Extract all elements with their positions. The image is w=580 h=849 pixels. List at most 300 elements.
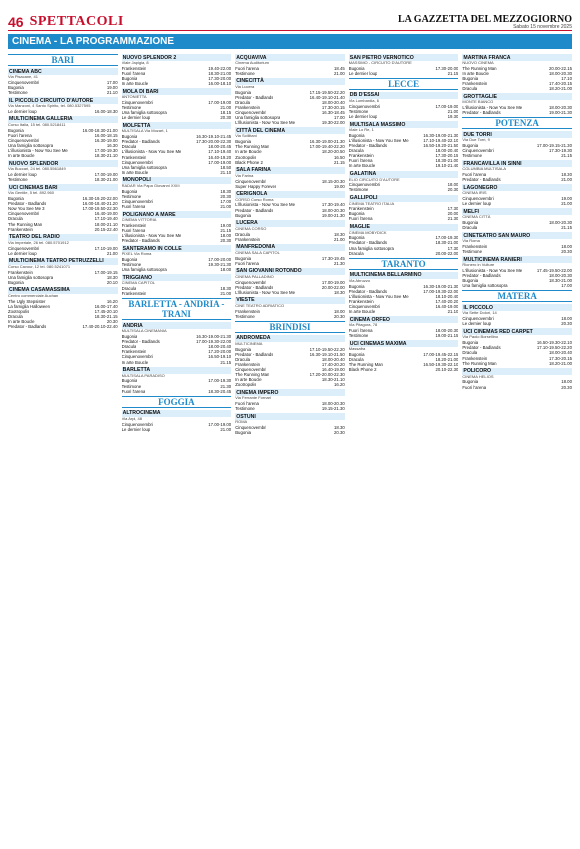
cinema-name: SANTERAMO IN COLLE xyxy=(122,245,232,252)
cinema-address: CINEMA IRIS xyxy=(462,190,487,196)
showtimes: 16.30-18.45 xyxy=(321,110,345,116)
cinema-address: CINEMA MOBYDICK xyxy=(348,229,387,235)
listing-column xyxy=(122,52,232,833)
film-title: Predator - Badlands xyxy=(8,324,47,330)
film-title: Frankenstein xyxy=(235,308,261,314)
showtimes: 18.30 xyxy=(334,289,345,295)
cinema-name: CINEMA CASAMASSIMA xyxy=(8,287,118,294)
film-title: L'illusionista - Now You See Me xyxy=(235,120,296,126)
showtime-row xyxy=(349,216,459,221)
cinema-name: SALA FARINA xyxy=(235,167,345,174)
film-title: Bugonia xyxy=(121,75,138,81)
showtimes: 17.00-19.15-21.30 xyxy=(536,143,572,149)
showtimes: 16.00-18.10 xyxy=(208,81,232,87)
film-title: Una famiglia sottosopra xyxy=(462,283,508,289)
cinema-name: DUE TORRI xyxy=(462,131,572,138)
film-title: Una famiglia sottosopra xyxy=(121,267,167,273)
cinema-name: POLICORO xyxy=(462,368,572,375)
showtimes: 18.00 xyxy=(561,379,572,385)
film-title: Cinquenovembri xyxy=(235,425,267,431)
film-title: Testimone xyxy=(235,70,255,76)
showtimes: 21.15 xyxy=(561,153,572,159)
cinema-address: PIXEL Via Roma xyxy=(121,251,152,257)
showtimes: 18.20-21.00 xyxy=(435,356,459,362)
cinema-address: Viale Lo Re, 1 xyxy=(348,127,374,133)
film-title: Cinquenovembri xyxy=(121,198,153,204)
film-title: Cinquenovembri xyxy=(8,211,40,217)
showtimes: 17.00 xyxy=(334,115,345,121)
film-title: Dracula xyxy=(121,344,137,350)
cinema-address: MASSIMO - CIRCUITO D'AUTORE xyxy=(348,60,412,65)
film-title: Cinquenovembri xyxy=(348,303,381,309)
showtime-row xyxy=(8,109,118,114)
showtimes: 17.00-19.40-22.20 xyxy=(309,144,345,150)
showtimes: 18.00-20.45 xyxy=(208,144,232,150)
showtimes: 17.00-19.30-22.00 xyxy=(196,339,232,345)
film-title: Una famiglia sottosopra xyxy=(8,143,54,149)
cinema-name: DB D'ESSAI xyxy=(349,92,459,99)
film-title: Bugonia xyxy=(8,127,24,133)
cinema-address: Corso Cavour, 12 tel. 080.5241071 xyxy=(8,263,71,269)
showtimes: 18.20-20.50 xyxy=(321,149,345,155)
cinema-name: CINEMA ABC xyxy=(8,68,118,75)
cinema-name: MOLA DI BARI xyxy=(122,88,232,95)
cinema-address: Via Lucera xyxy=(235,83,255,89)
film-title: L'illusionista - Now You See Me xyxy=(348,137,409,143)
showtimes: 16.00-18.15 xyxy=(94,132,118,138)
cinema-name: NUOVO SPLENDOR xyxy=(8,160,118,167)
city-heading: BRINDISI xyxy=(235,321,345,333)
showtimes: 16.50 xyxy=(334,154,345,160)
city-heading: BARLETTA - ANDRIA - TRANI xyxy=(122,298,232,320)
film-title: Fuori l'arena xyxy=(121,203,146,209)
showtimes: 16.30-19.10-21.45 xyxy=(196,134,232,140)
cinema-address: Corso Italia, 15 tel. 080.5218411 xyxy=(8,121,66,127)
film-title: Bugonia xyxy=(348,283,365,289)
showtimes: 18.30-21.00 xyxy=(208,70,232,76)
film-title: Le dernier loup xyxy=(8,172,37,178)
cinema-name: GALLIPOLI xyxy=(349,195,459,202)
showtimes: 21.00 xyxy=(334,236,345,242)
showtime-row xyxy=(122,389,232,394)
showtime-row xyxy=(122,81,232,86)
film-title: Le dernier loup xyxy=(348,70,378,76)
film-title: Frankenstein xyxy=(348,298,374,304)
showtimes: 19.00-21.30 xyxy=(549,110,572,116)
showtime-row xyxy=(122,115,232,120)
cinema-name: UCI CINEMAS RED CARPET xyxy=(462,328,572,335)
film-title: Testimone xyxy=(462,249,482,255)
showtime-row xyxy=(235,314,345,319)
cinema-name: LUCERA xyxy=(235,220,345,227)
listing-column xyxy=(8,52,118,833)
showtimes: 17.00-19.00 xyxy=(321,279,345,285)
cinema-address: CINEMA CAPITOL xyxy=(121,280,156,286)
film-title: In arte Boucle xyxy=(121,169,149,175)
film-title: Cinquenovembri xyxy=(235,366,267,372)
showtimes: 17.00-20.00 xyxy=(208,257,232,263)
film-title: Testimone xyxy=(121,105,142,111)
showtimes: 21.15 xyxy=(220,227,232,233)
showtimes: 20.00-22.15 xyxy=(549,65,572,71)
showtimes: 20.30 xyxy=(561,384,572,390)
showtimes: 16.00-17.40 xyxy=(94,303,118,309)
showtimes: 18.30-21.00 xyxy=(94,177,118,183)
showtimes: 19.00-21.30 xyxy=(321,212,345,218)
showtimes: 19.00 xyxy=(220,222,232,228)
showtimes: 17.00 xyxy=(106,79,118,85)
cinema-name: MULTICINEMA BELLARMINO xyxy=(349,272,459,279)
film-title: Dracula xyxy=(8,313,23,319)
film-title: L'illusionista - Now You See Me xyxy=(348,293,409,299)
showtimes: 16.40-19.00 xyxy=(435,303,459,309)
showtimes: 18.30-21.00 xyxy=(549,278,572,284)
showtimes: 17.10-19.50-22.20 xyxy=(536,345,572,351)
showtimes: 18.00-20.30 xyxy=(435,327,459,333)
showtime-row xyxy=(349,114,459,119)
showtime-row xyxy=(122,291,232,296)
cinema-address: CORSO Corso Roma xyxy=(235,196,274,202)
film-title: Cinquenovembri xyxy=(235,178,267,184)
film-title: Bugonia xyxy=(462,278,479,284)
showtimes: 16.30-19.00-21.30 xyxy=(309,139,345,145)
film-title: Predator - Badlands xyxy=(121,238,160,244)
showtimes: 18.00-21.10 xyxy=(94,221,118,227)
cinema-name: MONOPOLI xyxy=(122,177,232,184)
film-title: Frankenstein xyxy=(235,105,261,111)
cinema-name: ACQUAVIVA xyxy=(235,54,345,61)
film-title: Zootropolis xyxy=(8,308,30,314)
showtime-row xyxy=(122,238,232,243)
film-title: Predator - Badlands xyxy=(462,345,501,351)
film-title: Predator - Badlands xyxy=(462,110,501,116)
showtime-row xyxy=(462,86,572,91)
cinema-name: MULTISALA MASSIMO xyxy=(349,121,459,128)
showtimes: 21.00 xyxy=(220,426,232,432)
showtimes: 21.30 xyxy=(220,383,232,389)
film-title: L'illusionista - Now You See Me xyxy=(235,289,296,295)
film-title: Bugonia xyxy=(235,139,251,145)
showtimes: 19.00 xyxy=(334,183,345,189)
showtimes: 16.00-18.30 xyxy=(94,108,118,114)
film-title: Le dernier loup xyxy=(8,108,37,114)
city-heading: MATERA xyxy=(462,290,572,302)
film-title: L'illusionista - Now You See Me xyxy=(462,268,523,274)
cinema-name: OSTUNI xyxy=(235,413,345,420)
film-title: Predator - Badlands xyxy=(348,240,387,246)
city-heading: POTENZA xyxy=(462,117,572,129)
film-title: Bugonia xyxy=(462,379,479,385)
showtimes: 19.00 xyxy=(106,84,118,90)
showtime-row xyxy=(122,427,232,432)
film-title: Fuori l'arena xyxy=(121,388,146,394)
showtimes: 20.30 xyxy=(220,238,232,244)
film-title: Fuori l'arena xyxy=(348,327,373,333)
film-title: The Running Man xyxy=(462,65,497,71)
showtimes: 17.30-20.15 xyxy=(549,355,572,361)
showtimes: 18.30 xyxy=(106,274,118,280)
film-title: Frankenstein xyxy=(462,81,488,87)
film-title: Cinquenovembri xyxy=(348,182,381,188)
showtime-row xyxy=(349,187,459,192)
showtimes: 19.40-22.00 xyxy=(208,65,232,71)
film-title: Bugonia xyxy=(121,188,138,194)
film-title: Dracula xyxy=(121,286,137,292)
cinema-name: CINETEATRO SAN MAURO xyxy=(462,232,572,239)
showtimes: 18.00 xyxy=(334,308,345,314)
showtimes: 21.15 xyxy=(220,359,232,365)
showtimes: 17.10-19.40 xyxy=(94,216,118,222)
showtimes: 18.00-20.30 xyxy=(549,105,572,111)
film-title: Bugonia xyxy=(121,134,138,140)
cinema-address: CINEMA SALA CAPITOL xyxy=(235,249,280,255)
film-title: Dracula xyxy=(462,350,478,356)
showtime-row xyxy=(8,251,118,256)
film-title: Bugonia xyxy=(462,340,479,346)
city-heading: TARANTO xyxy=(349,258,459,270)
showtimes: 21.00 xyxy=(220,291,232,297)
page-number: 46 xyxy=(8,14,24,30)
showtimes: 18.00-20.40 xyxy=(321,356,345,362)
cinema-address: MULTISALA CINEMANIA xyxy=(121,328,167,334)
cinema-address: ELIO CIRCUITO D'AUTORE xyxy=(348,176,400,182)
film-title: Dracula xyxy=(235,231,250,237)
cinema-address: Via Sette Dolori, 14 xyxy=(462,310,497,316)
cinema-name: SAN PIETRO VERNOTICO xyxy=(349,54,459,61)
section-title: SPETTACOLI xyxy=(29,14,124,29)
showtime-row xyxy=(462,283,572,288)
showtimes: 18.30-21.10 xyxy=(321,377,345,383)
showtimes: 18.30-21.15 xyxy=(94,313,118,319)
film-title: Fuori l'arena xyxy=(121,70,146,76)
film-title: Bugonia xyxy=(462,143,479,149)
cinema-name: CINEMA IMPERO xyxy=(235,389,345,396)
showtimes: 17.30-19.30 xyxy=(549,148,572,154)
showtime-row xyxy=(8,227,118,232)
film-title: In arte Boucle xyxy=(235,149,262,155)
showtimes: 19.00 xyxy=(561,196,572,202)
showtimes: 18.10-20.40 xyxy=(435,293,459,299)
showtime-row xyxy=(462,361,572,366)
film-title: Cinquenovembri xyxy=(8,79,40,85)
showtimes: 16.50-19.30-22.10 xyxy=(536,340,572,346)
film-title: Fuori l'arena xyxy=(348,216,373,222)
showtimes: 18.15 xyxy=(220,110,232,116)
showtimes: 18.30 xyxy=(334,425,345,431)
cinema-name: FRANCAVILLA IN SINNI xyxy=(462,160,572,167)
showtimes: 20.15-22.40 xyxy=(94,226,118,232)
showtimes: 18.20-21.00 xyxy=(549,360,572,366)
showtimes: 18.15-20.30 xyxy=(321,178,345,184)
showtimes: 17.10-19.50-22.20 xyxy=(309,346,345,352)
showtime-row xyxy=(8,177,118,182)
cinema-name: MULTICINEMA RANIERI xyxy=(462,256,572,263)
film-title: Cinquenovembri xyxy=(8,245,40,251)
film-title: In arte Boucle xyxy=(348,163,376,169)
cinema-address: Via Ferrante Fornari xyxy=(235,395,271,401)
showtime-row xyxy=(462,153,572,158)
film-title: L'illusionista - Now You See Me xyxy=(121,149,182,155)
cinema-address: Viale Japigia, 8 xyxy=(121,60,149,65)
cinema-address: Via Imperiale, 26 tel. 080.5701912 xyxy=(8,239,69,245)
showtimes: 18.00-20.30 xyxy=(549,220,572,226)
showtimes: 17.00-19.30 xyxy=(208,378,232,384)
film-title: In arte Boucle xyxy=(8,153,35,159)
cinema-address: Rionero in Vulture xyxy=(462,262,495,268)
showtime-row xyxy=(235,382,345,387)
showtimes: 18.00-20.40 xyxy=(549,350,572,356)
showtimes: 16.20 xyxy=(334,382,345,388)
showtime-row xyxy=(349,251,459,256)
cinema-name: MULTICINEMA GALLERIA xyxy=(8,116,118,123)
showtime-row xyxy=(122,204,232,209)
cinema-name: CINECITTÀ xyxy=(235,78,345,85)
film-title: Frankenstein xyxy=(121,154,147,160)
film-title: Bugonia xyxy=(8,196,24,202)
showtimes: 17.00-19.15 xyxy=(94,269,118,275)
cinema-address: Via Scillitani xyxy=(235,133,257,139)
showtimes: 20.30 xyxy=(561,321,572,327)
film-title: Frankenstein xyxy=(121,65,147,71)
showtimes: 18.30 xyxy=(561,172,572,178)
film-title: Testimone xyxy=(348,187,369,193)
listing-columns xyxy=(8,52,572,833)
showtimes: 18.00-20.30 xyxy=(549,273,572,279)
city-heading: FOGGIA xyxy=(122,396,232,408)
film-title: Predator - Badlands xyxy=(235,351,274,357)
showtimes: 17.45-20.10 xyxy=(94,308,118,314)
film-title: Frankenstein xyxy=(348,153,374,159)
cinema-name: BARLETTA xyxy=(122,367,232,374)
cinema-name: LAGONEGRO xyxy=(462,184,572,191)
showtimes: 20.30 xyxy=(447,187,459,193)
film-title: La famiglia Halloween xyxy=(8,303,51,309)
film-title: Predator - Badlands xyxy=(235,94,274,100)
showtimes: 17.10-19.40 xyxy=(208,149,232,155)
showtimes: 18.00-20.40 xyxy=(208,344,232,350)
cinema-address: RADAR Via Papa Giovanni XXIII xyxy=(121,182,180,188)
showtimes: 18.20-21.00 xyxy=(549,86,572,92)
film-title: Bugonia xyxy=(121,378,138,384)
cinema-name: MOLFETTA xyxy=(122,122,232,129)
cinema-address: Via Pisacane, 41 xyxy=(8,74,38,79)
film-title: Frankenstein xyxy=(8,269,33,275)
film-title: Bugonia xyxy=(121,257,138,263)
showtime-row xyxy=(235,290,345,295)
listing-banner: CINEMA - LA PROGRAMMAZIONE xyxy=(8,34,572,49)
cinema-address: Via Due Torri, 9 xyxy=(462,137,490,143)
showtimes: 17.00-19.30 xyxy=(435,235,459,241)
cinema-name: CINEMA ORFEO xyxy=(349,316,459,323)
film-title: Predator - Badlands xyxy=(462,273,501,279)
cinema-address: Via Lombardia, 6 xyxy=(348,97,379,103)
film-title: L'illusionista - Now You See Me xyxy=(121,233,182,239)
showtimes: 18.00-20.30 xyxy=(321,401,345,407)
showtimes: 18.30 xyxy=(220,286,232,292)
film-title: Dracula xyxy=(8,216,23,222)
cinema-address: Via Manzoni, 4 Santo Spirito, tel. 080.5327595 xyxy=(8,103,91,109)
showtime-row xyxy=(235,261,345,266)
cinema-name: VIESTE xyxy=(235,297,345,304)
city-heading: BARI xyxy=(8,54,118,66)
film-title: In arte Boucle xyxy=(8,319,35,324)
film-title: Cinquenovembri xyxy=(462,148,494,154)
showtimes: 16.30-19.00-21.30 xyxy=(423,283,459,289)
showtimes: 17.00-19.30 xyxy=(94,148,118,154)
cinema-address: MULTICINEMA xyxy=(235,340,263,346)
showtimes: 19.10-21.40 xyxy=(435,163,459,169)
cinema-name: CITTÀ DEL CINEMA xyxy=(235,127,345,134)
showtimes: 20.00-22.00 xyxy=(321,284,345,290)
film-title: Bugonia xyxy=(235,89,251,95)
film-title: Fuori l'arena xyxy=(235,65,259,71)
film-title: Testimone xyxy=(348,333,369,338)
showtime-row xyxy=(462,249,572,254)
showtimes: 20.10 xyxy=(106,279,118,285)
masthead xyxy=(398,15,572,30)
showtimes: 17.30-20.00 xyxy=(208,75,232,81)
showtime-row xyxy=(349,163,459,168)
page-header xyxy=(8,8,572,31)
film-title: Cinquenovembri xyxy=(8,137,40,143)
film-title: Bugonia xyxy=(121,334,138,340)
film-title: Le dernier loup xyxy=(121,115,151,121)
film-title: Bugonia xyxy=(235,212,251,218)
showtimes: 17.00-19.50-22.30 xyxy=(82,206,118,212)
cinema-name: MELFI xyxy=(462,208,572,215)
cinema-address: Via Paolo Borsellino xyxy=(462,334,499,340)
showtimes: 20.30 xyxy=(334,430,345,436)
showtimes: 21.30 xyxy=(447,216,459,222)
film-title: Frankenstein xyxy=(121,291,147,297)
film-title: Dracula xyxy=(235,99,250,105)
film-title: Cinquenovembri xyxy=(462,196,494,202)
cinema-name: ALTROCINEMA xyxy=(122,410,232,417)
film-title: Predator - Badlands xyxy=(348,143,387,149)
showtimes: 21.00 xyxy=(561,201,572,207)
showtimes: 21.00 xyxy=(106,250,118,256)
showtime-row xyxy=(349,367,459,372)
cinema-address: CINEMA PALLADINO xyxy=(235,273,274,279)
film-title: In arte Boucle xyxy=(121,81,149,87)
cinema-address: Centro commerciale Auchan xyxy=(8,292,59,298)
cinema-name: UCI CINEMAS MAXIMA xyxy=(349,340,459,347)
showtimes: 17.00-19.30-22.00 xyxy=(423,288,459,294)
city-heading: LECCE xyxy=(349,78,459,90)
film-title: Bugonia xyxy=(8,84,24,90)
showtime-row xyxy=(8,280,118,285)
showtimes: 18.00-20.40 xyxy=(435,148,459,154)
showtimes: 18.30-20.45 xyxy=(208,388,232,394)
film-title: Cinquenovembri xyxy=(462,316,494,322)
listing-column xyxy=(235,52,345,833)
film-title: Una famiglia sottosopra xyxy=(348,245,394,251)
film-title: Le dernier loup xyxy=(348,113,378,119)
showtimes: 19.00-21.15 xyxy=(435,333,459,338)
film-title: Dracula xyxy=(121,144,137,150)
film-title: The Running Man xyxy=(462,360,497,366)
cinema-name: NUOVO SPLENDOR 2 xyxy=(122,54,232,61)
showtimes: 17.30-20.15 xyxy=(321,105,345,111)
film-title: Dracula xyxy=(462,86,478,92)
film-title: Predator - Badlands xyxy=(462,177,501,183)
film-title: Fuori l'arena xyxy=(235,260,259,266)
cinema-address: Via Buccari, 24 tel. 080.5561849 xyxy=(8,166,66,172)
film-title: Le dernier loup xyxy=(462,321,492,327)
showtime-row xyxy=(349,333,459,338)
film-title: Le dernier loup xyxy=(8,250,37,256)
cinema-address: MONTE BIANCO xyxy=(462,99,494,105)
